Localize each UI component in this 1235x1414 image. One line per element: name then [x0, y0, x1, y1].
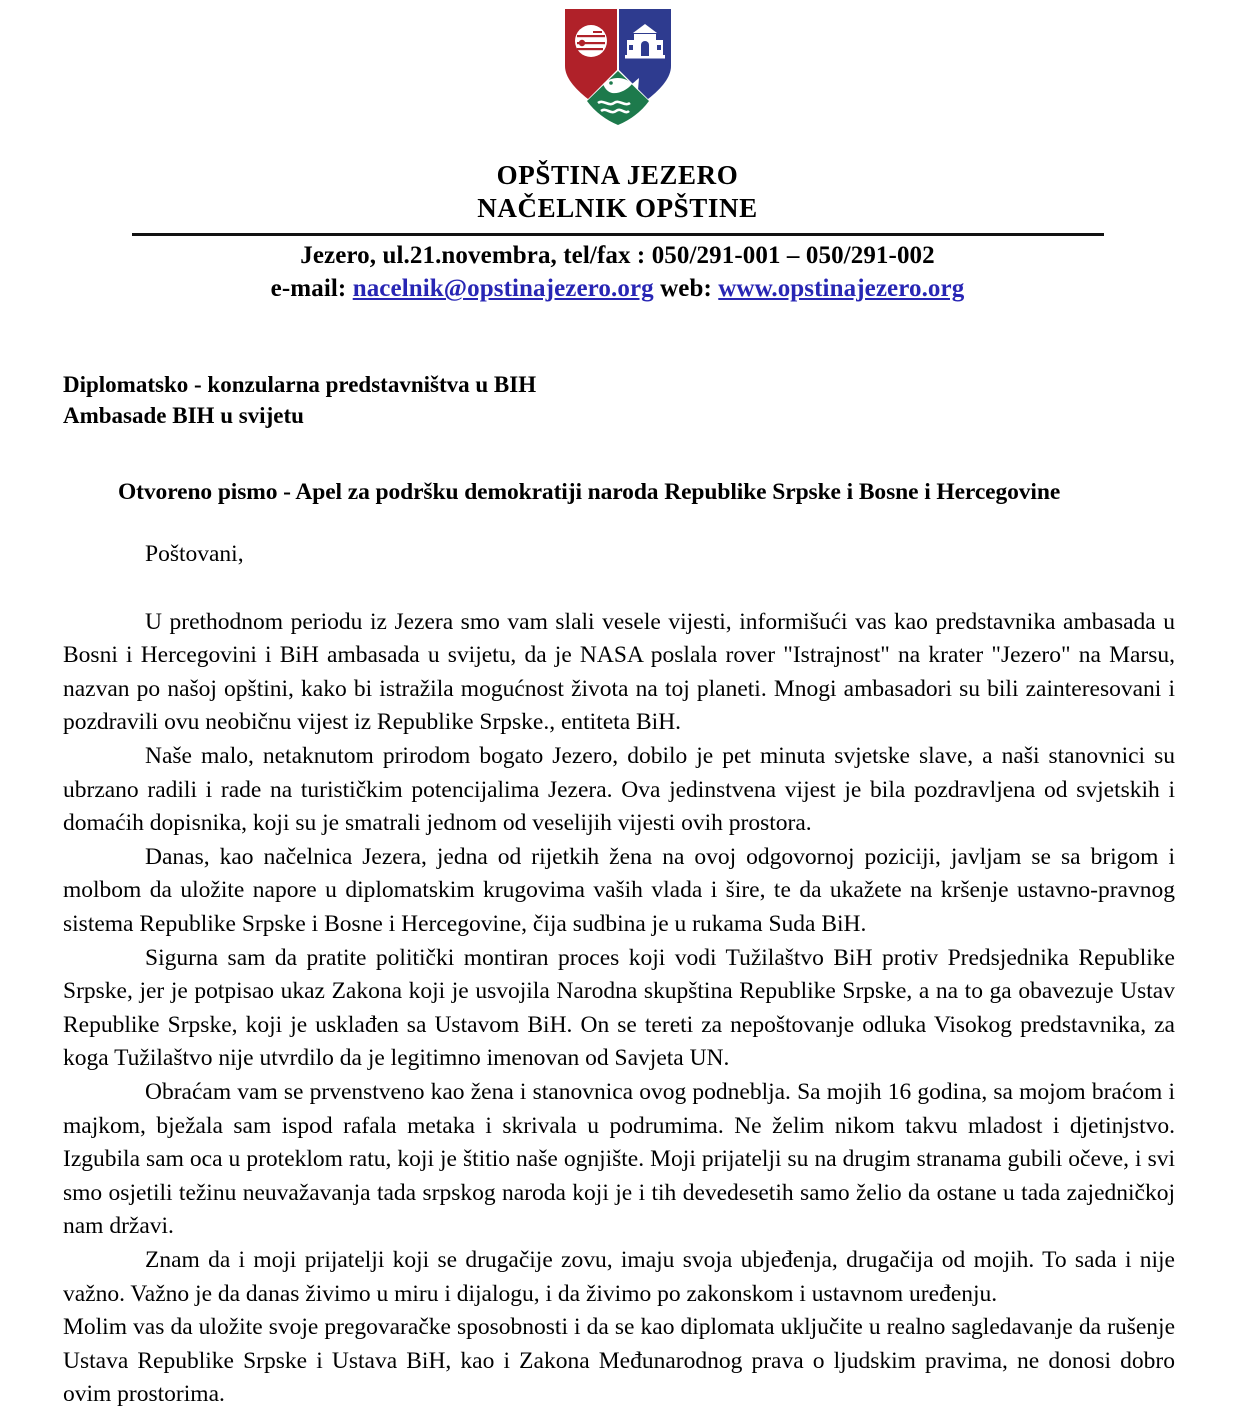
- org-title-line1: OPŠTINA JEZERO: [496, 160, 739, 190]
- addressee-line1: Diplomatsko - konzularna predstavništva u BIH: [63, 371, 537, 397]
- web-link[interactable]: www.opstinajezero.org: [718, 275, 965, 303]
- body-paragraph: U prethodnom periodu iz Jezera smo vam slali vesele vijesti, informišući vas kao predstavnika ambasada u Bosni i Hercegovini i BiH ambasada u svijetu, da je NASA poslala rover "Istrajnost" na krater "Jezero" na Marsu, nazvan po našoj opštini, kako bi istražila mogućnost života na toj planeti. Mnogi ambasadori su bili zainteresovani i pozdravili ovu neobičnu vijest iz Republike Srpske., entiteta BiH.: [63, 608, 1175, 736]
- addressee-block: [63, 370, 1235, 431]
- letter-body: [63, 538, 1175, 1412]
- subject-line: Otvoreno pismo - Apel za podršku demokratiji naroda Republike Srpske i Bosne i Hercegovine: [118, 479, 1061, 506]
- email-label: e-mail:: [270, 275, 347, 303]
- organization-title: [0, 159, 1235, 226]
- body-paragraph: Sigurna sam da pratite politički montiran proces koji vodi Tužilaštvo BiH protiv Predsjednika Republike Srpske, jer je potpisao ukaz Zakona koji je usvojila Narodna skupština Republike Srpske, a na to ga obavezuje Ustav Republike Srpske, koji je usklađen sa Ustavom BiH. On se tereti za nepoštovanje odluka Visokog predstavnika, za koga Tužilaštvo nije utvrdilo da je legitimno imenovan od Savjeta UN.: [63, 944, 1175, 1072]
- crest-container: [0, 4, 1235, 132]
- coat-of-arms-icon: [557, 4, 679, 129]
- header-divider: [132, 233, 1104, 236]
- contact-block: [0, 240, 1235, 306]
- body-paragraph: Znam da i moji prijatelji koji se drugačije zovu, imaju svoja ubjeđenja, drugačija od mojih. To sada i nije važno. Važno je da danas živimo u miru i dijalogu, i da živimo po zakonskom i ustavnom uređenju.: [63, 1246, 1175, 1307]
- body-paragraph: Obraćam vam se prvenstveno kao žena i stanovnica ovog podneblja. Sa mojih 16 godina, sa mojom braćom i majkom, bježala sam ispod rafala metaka i skrivala u podrumima. Ne želim nikom takvu mladost i djetinjstvo. Izgubila sam oca u proteklom ratu, koji je štitio naše ognjište. Moji prijatelji su na drugim stranama gubili očeve, i svi smo osjetili težinu neuvažavanja tada srpskog naroda koji je i tih devedesetih samo želio da ostane u tada zajedničkoj nam državi.: [63, 1079, 1175, 1240]
- body-paragraph: Naše malo, netaknutom prirodom bogato Jezero, dobilo je pet minuta svjetske slave, a naši stanovnici su ubrzano radili i rade na turističkim potencijalima Jezera. Ova jedinstvena vijest je bila pozdravljena od svjetskih i domaćih dopisnika, koji su je smatrali jednom od veselijih vijesti ovih prostora.: [63, 743, 1175, 837]
- contact-links-row: [0, 273, 1235, 306]
- web-label: web:: [660, 275, 712, 303]
- planet-disc-emblem: [575, 25, 607, 57]
- body-paragraph: Danas, kao načelnica Jezera, jedna od rijetkih žena na ovoj odgovornoj poziciji, javljam se sa brigom i molbom da uložite napore u diplomatskim krugovima vaših vlada i šire, te da ukažete na kršenje ustavno-pravnog sistema Republike Srpske i Bosne i Hercegovine, čija sudbina je u rukama Suda BiH.: [63, 843, 1175, 938]
- closing-paragraph: Molim vas da uložite svoje pregovaračke sposobnosti i da se kao diplomata uključite u realno sagledavanje da rušenje Ustava Republike Srpske i Ustava BiH, kao i Zakona Međunarodnog prava o ljudskim pravima, ne donosi dobro ovim prostorima.: [63, 1314, 1175, 1408]
- address-line: Jezero, ul.21.novembra, tel/fax : 050/291-001 – 050/291-002: [300, 241, 935, 269]
- addressee-line2: Ambasade BIH u svijetu: [63, 402, 304, 428]
- salutation: Poštovani,: [145, 541, 244, 568]
- org-title-line2: NAČELNIK OPŠTINE: [477, 193, 758, 224]
- email-link[interactable]: nacelnik@opstinajezero.org: [352, 275, 654, 303]
- letterhead: [0, 0, 1235, 306]
